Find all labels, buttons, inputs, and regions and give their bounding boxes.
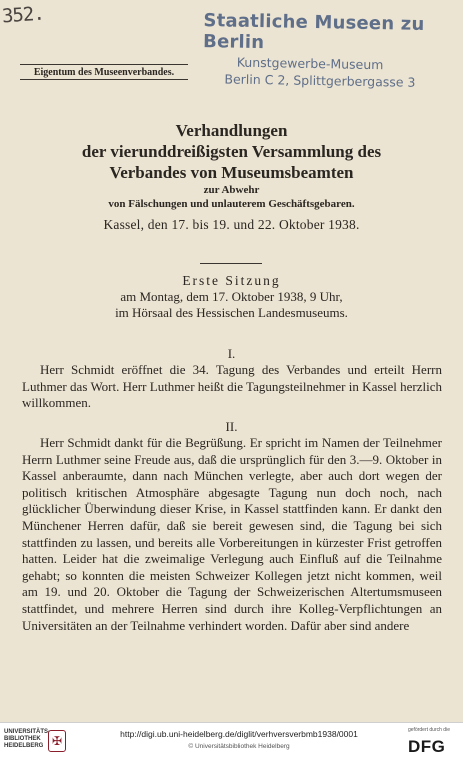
heading-line-3: Verbandes von Museumsbeamten — [109, 163, 354, 182]
stamp-line-2: Kunstgewerbe-Museum — [236, 54, 384, 73]
digitization-footer — [0, 722, 463, 759]
section-numeral-1: I. — [227, 346, 236, 361]
permalink-url[interactable]: http://digi.ub.uni-heidelberg.de/diglit/verhversverbmb1938/0001 — [120, 729, 358, 739]
museum-stamp — [202, 10, 425, 90]
stamp-line-3: Berlin C 2, Splittgerbergasse 3 — [224, 71, 416, 90]
section-divider — [200, 263, 262, 264]
ownership-label — [20, 64, 188, 80]
session-header — [20, 273, 443, 321]
section-numeral-2: II. — [225, 419, 238, 434]
section-paragraph-1 — [22, 362, 442, 412]
paragraph-1-text: Herr Schmidt eröffnet die 34. Tagung des Verbandes und erteilt Herrn Luthmer das Wort. Herr Luthmer heißt die Tagungsteilnehmer in Kassel herzlich willkommen. — [22, 362, 442, 411]
section-paragraph-2 — [22, 435, 442, 634]
heading-line-5: von Fälschungen und unlauterem Geschäftsgebaren. — [108, 198, 355, 210]
session-title: Erste Sitzung — [182, 273, 281, 288]
paragraph-2-text: Herr Schmidt dankt für die Begrüßung. Er spricht im Namen der Teilnehmer Herrn Luthmer seine Freude aus, daß die ursprünglich für den 3.—9. Oktober in Kassel anberaumte, dann nach München verlegte, aber auch dort wegen der politisch kritischen Atmosphäre abgesagte Tagung nun doch noch, nach glücklicher Überwindung dieser Krise, in Kassel stattfinden kann. Er dankt den Münchener Herren dafür, daß sie bereit gewesen sind, die Tagung bei sich stattfinden zu lassen, und bereits alle Vorbereitungen in kürzester Frist getroffen hatten. Leider hat die zweimalige Verlegung auch Einfluß auf die Teilnahme gehabt; so konnten die meisten Schweizer Kollegen jetzt nicht kommen, weil am 19. und 20. Oktober die Tagung der Schweizerischen Altertumsmuseen stattfindet, und mehrere Herren sind durch ihre Kolleg-Verpflichtungen an Universitäten an der Teilnahme verhindert worden. Dafür aber sind andere — [22, 435, 442, 633]
heading-line-2: der vierunddreißigsten Versammlung des — [81, 142, 382, 161]
university-library-logo: UNIVERSITÄTS-BIBLIOTHEK HEIDELBERG — [4, 729, 51, 749]
document-heading — [20, 120, 443, 235]
funding-note: gefördert durch die — [408, 727, 450, 733]
heading-line-4: zur Abwehr — [203, 184, 260, 196]
ownership-rule-top — [20, 64, 188, 65]
library-seal-icon: ✠ — [48, 730, 66, 752]
handwritten-shelfmark: 352. — [1, 2, 45, 28]
session-date: am Montag, dem 17. Oktober 1938, 9 Uhr, — [120, 289, 343, 304]
dfg-logo: DFG — [408, 737, 446, 756]
heading-line-1: Verhandlungen — [175, 121, 288, 140]
heading-dates: Kassel, den 17. bis 19. und 22. Oktober 1938. — [103, 217, 360, 232]
ownership-text: Eigentum des Museenverbandes. — [33, 67, 175, 78]
ownership-rule-bottom — [20, 79, 188, 80]
copyright-notice: © Universitätsbibliothek Heidelberg — [188, 743, 290, 750]
session-location: im Hörsaal des Hessischen Landesmuseums. — [115, 305, 348, 320]
stamp-line-1: Staatliche Museen zu Berlin — [202, 10, 425, 54]
